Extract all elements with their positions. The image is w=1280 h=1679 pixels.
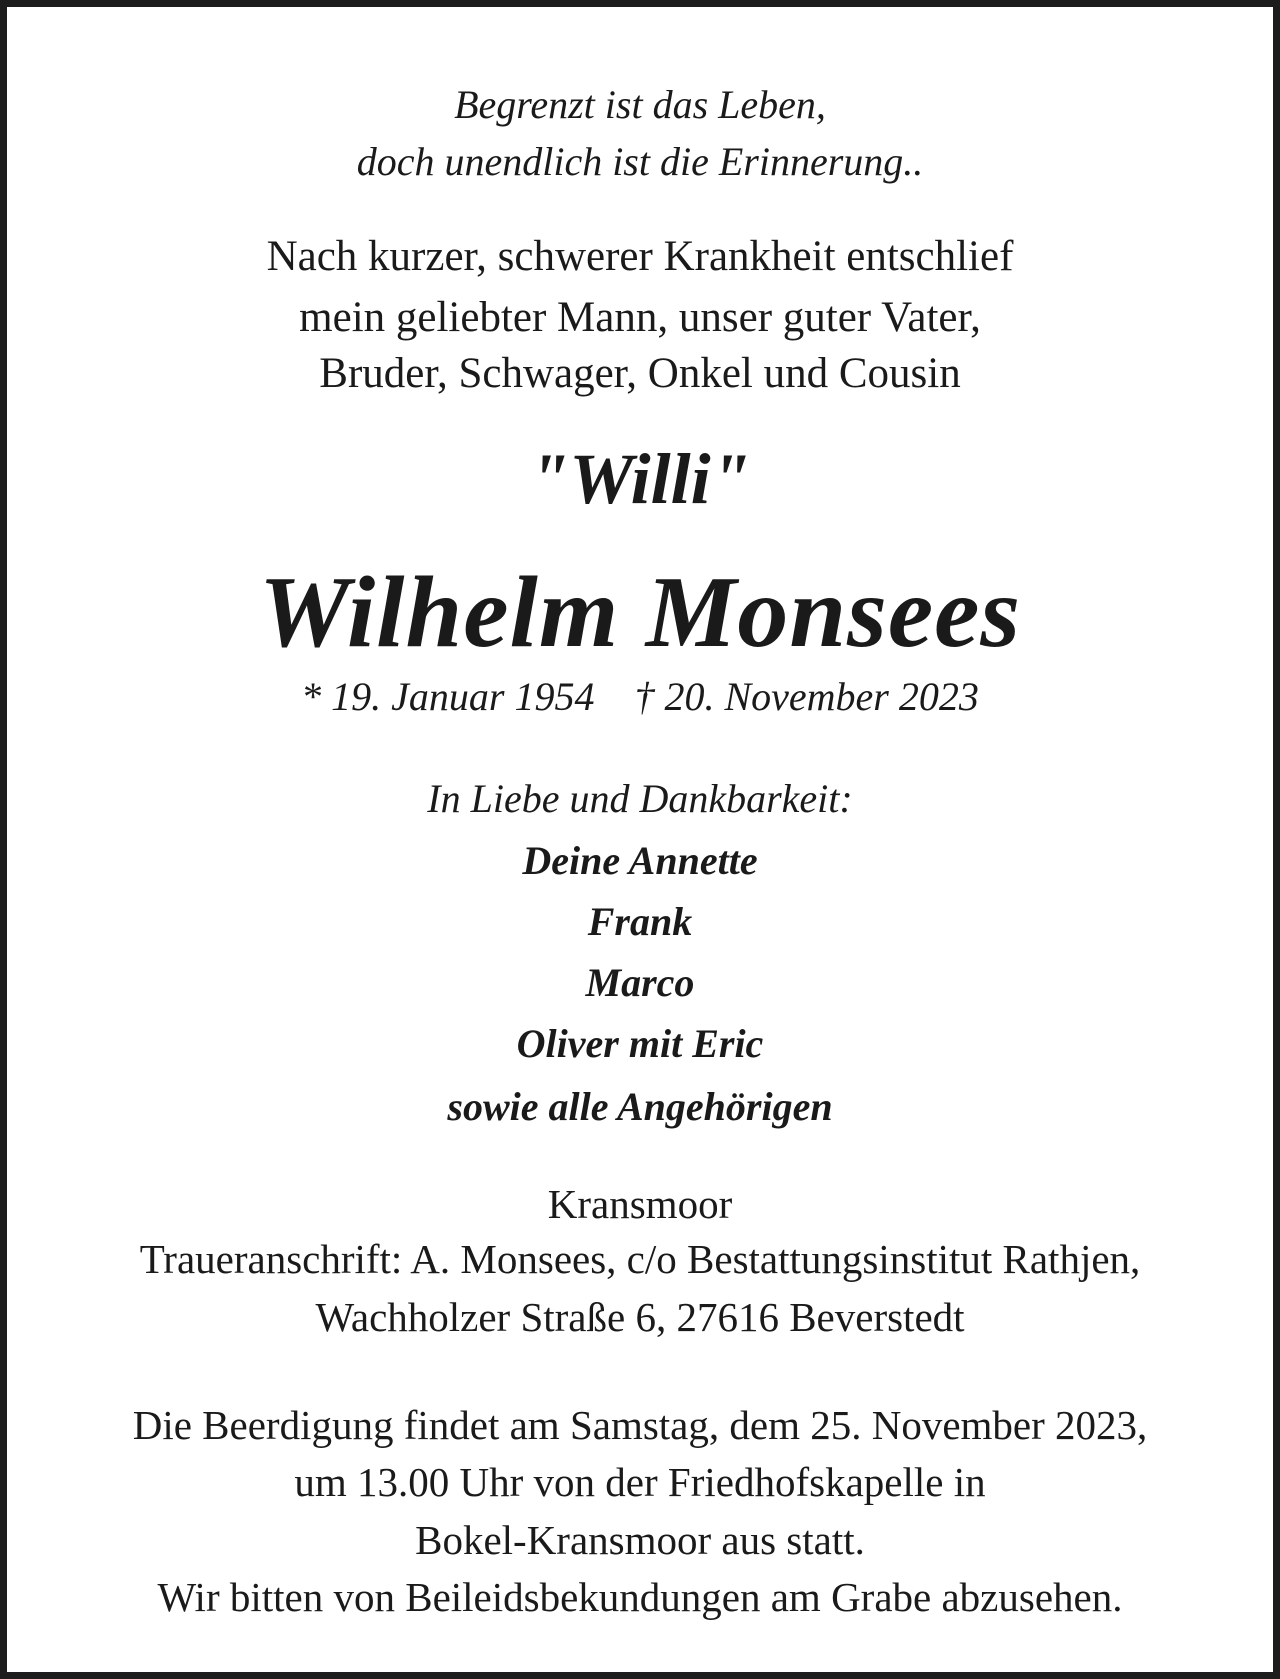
mourner-name: Oliver mit Eric [516,1021,764,1066]
motto-line: Begrenzt ist das Leben, [454,82,826,127]
birth-date: * 19. Januar 1954 [301,674,595,719]
mourner-name: Frank [587,899,693,944]
funeral-info-line: um 13.00 Uhr von der Friedhofskapelle in [294,1459,986,1505]
mourner-name: Marco [585,960,695,1005]
intro-line: Nach kurzer, schwerer Krankheit entschlief [266,233,1014,280]
place: Kransmoor [547,1181,733,1227]
intro-line: mein geliebter Mann, unser guter Vater, [299,294,981,341]
nickname: "Willi" [529,439,751,519]
address-line: Wachholzer Straße 6, 27616 Beverstedt [315,1294,965,1340]
mourner-name: sowie alle Angehörigen [447,1084,833,1129]
life-dates [14,674,1266,719]
funeral-info-line: Wir bitten von Beileidsbekundungen am Grabe abzusehen. [157,1574,1123,1620]
address-line: Traueranschrift: A. Monsees, c/o Bestattungsinstitut Rathjen, [139,1236,1141,1282]
intro-line: Bruder, Schwager, Onkel und Cousin [319,350,961,397]
thanks-line: In Liebe und Dankbarkeit: [427,776,853,821]
deceased-name: Wilhelm Monsees [258,556,1022,669]
motto-line: doch unendlich ist die Erinnerung.. [356,139,924,184]
funeral-info-line: Bokel-Kransmoor aus statt. [415,1517,865,1563]
death-date: † 20. November 2023 [634,674,979,719]
funeral-info-line: Die Beerdigung findet am Samstag, dem 25. November 2023, [132,1402,1148,1448]
mourner-name: Deine Annette [522,838,758,883]
